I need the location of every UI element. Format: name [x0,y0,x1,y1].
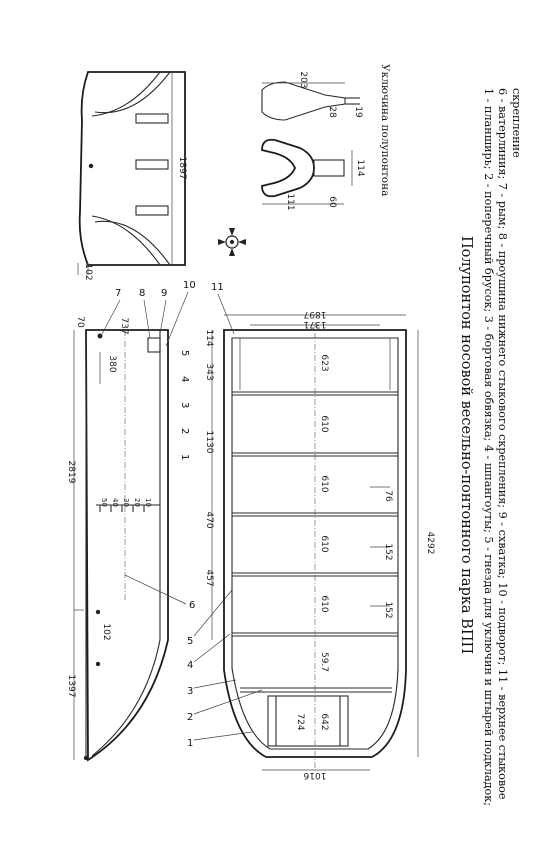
frame-spacing: 610 [319,475,329,493]
plan-view [179,282,435,780]
part-label-4: 4 [187,660,194,671]
plan-view-width-inner: 1371 [303,319,327,329]
side-view [66,280,262,760]
part-label-7: 7 [115,288,122,299]
side-view-hull [86,330,168,760]
side-view-ring-low [96,662,100,666]
plan-view-span-470: 470 [204,511,214,529]
top-view-stern-curve-inner [95,221,170,265]
legend-line-1: 1 - планширь; 2 - поперечный брусок; 3 - бортовая обвязка; 4 - шпангоуты; 5 - гнезда для уключин и штырей подкладок; [482,88,495,807]
plan-part-label-2: 2 [179,428,190,435]
plan-part-label-3: 3 [179,402,190,409]
part-label-8: 8 [139,288,146,299]
frame-spacing: 610 [319,415,329,433]
side-view-lower-offset: 102 [101,623,111,641]
legend-line-2: 6 - ватерлиния; 7 - рым; 8 - проушина нижнего стыкового скрепления; 9 - схватка; 10 - подворот; 11 - верхнее стыковое [496,88,509,800]
top-view-bow-curve-inner [95,72,170,113]
top-view-overhang-dim: 102 [83,263,93,281]
plan-view-width-bow: 1016 [303,770,327,780]
side-view-ring-top [98,334,103,339]
part-label-1: 1 [187,738,194,749]
drawing-title: Полупонтон носовой весельно-понтонного парка ВПП [458,236,474,655]
oarlock-depth-dim: 60 [327,196,337,208]
frame-spacing: 59.7 [319,651,329,673]
oarlock-fork [262,140,314,197]
oarlock-throat-dim: 114 [355,159,365,177]
side-view-ring-mid [96,610,100,614]
oarlock-shank [314,160,344,176]
oarlock-length-dim: 203 [298,71,308,89]
side-view-scale [100,498,152,512]
oarlock-title: Уключина полупонтона [379,64,391,197]
top-view [78,72,187,281]
plan-view-bow-depth: 724 [295,713,305,731]
plan-view-width-outer: 1897 [303,309,327,319]
side-view-depth: 380 [107,355,117,373]
side-view-end-offset: 70 [75,316,85,328]
top-view-bracket-2 [136,160,168,169]
scale-mark: 10 [144,498,152,507]
plan-part-label-5: 5 [179,350,190,357]
part-label-9: 9 [161,288,168,299]
side-view-bow-length: 1397 [66,674,76,698]
scale-mark: 20 [133,498,141,507]
oarlock-pin-dia-dim: 19 [353,106,363,118]
plan-part-label-11: 11 [211,282,224,293]
side-view-ring-bow [84,756,88,760]
part-label-6: 6 [189,600,196,611]
top-view-stern-curve [92,216,160,265]
oarlock-width-dim: 111 [285,193,295,211]
plan-view-flange-152b: 152 [383,601,393,619]
top-view-width-dim: 1897 [177,156,187,180]
oarlock-detail [262,64,391,211]
plan-view-bow-box [268,696,348,746]
plan-view-span-457: 457 [204,569,214,587]
plan-view-flange-76: 76 [383,490,393,502]
scale-mark: 50 [100,498,108,507]
oarlock-pin-offset-dim: 28 [327,106,337,118]
part-label-3: 3 [187,686,194,697]
side-view-total-length: 2819 [66,460,76,484]
emblem-icon [218,228,246,256]
plan-view-end-offset: 114 [204,329,214,347]
plan-part-label-1: 1 [179,454,190,461]
top-view-ring [89,164,93,168]
scale-mark: 40 [111,498,119,507]
frame-spacing: 642 [319,713,329,731]
plan-view-span-1130: 1130 [204,430,214,454]
side-view-stem-dim: 737 [119,317,129,335]
plan-view-total-length: 4292 [425,531,435,555]
side-view-lug [148,338,160,352]
plan-view-flange-152a: 152 [383,543,393,561]
part-label-5: 5 [187,636,194,647]
top-view-outline [80,72,185,265]
frame-spacing: 623 [319,354,329,372]
top-view-bracket-3 [136,206,168,215]
part-label-10: 10 [183,280,196,291]
legend-line-3: скрепление [510,88,523,158]
plan-view-end-segment: 343 [204,363,214,381]
top-view-bracket-1 [136,114,168,123]
plan-part-label-4: 4 [179,376,190,383]
part-label-2: 2 [187,712,194,723]
frame-spacing: 610 [319,535,329,553]
frame-spacing: 610 [319,595,329,613]
scale-mark: 30 [122,498,130,507]
